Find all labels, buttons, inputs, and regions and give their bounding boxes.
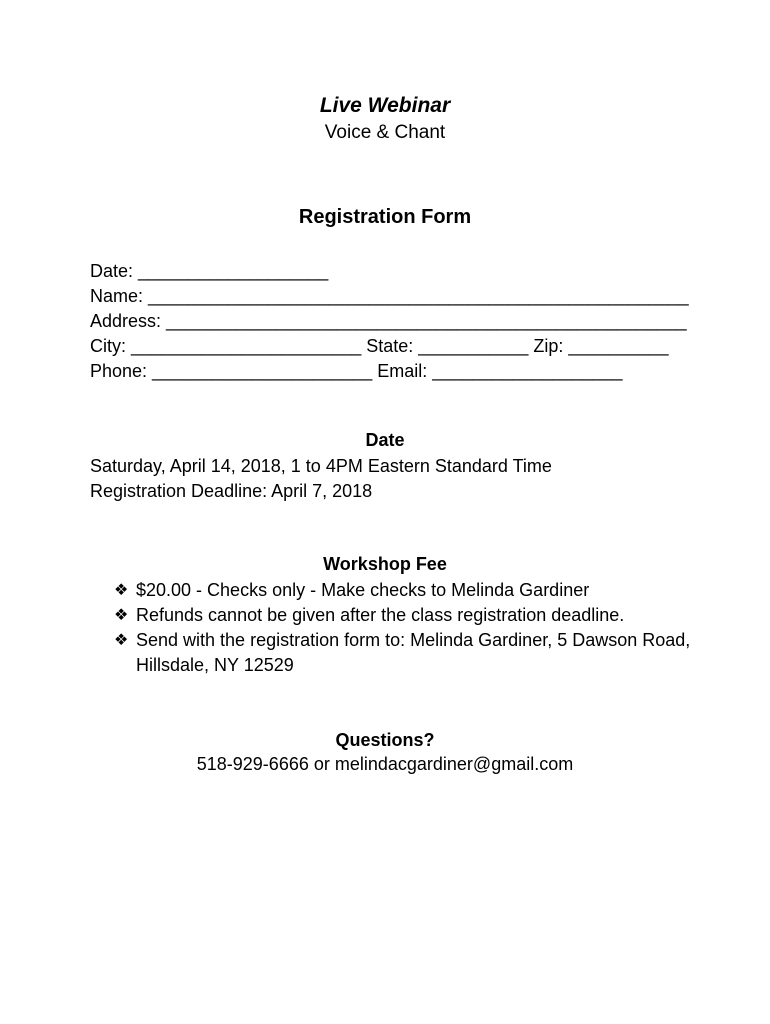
diamond-bullet-icon: ❖ bbox=[114, 632, 129, 649]
contact-info: 518-929-6666 or melindacgardiner@gmail.com bbox=[196, 754, 574, 774]
date-field-line: Date: ___________________ bbox=[90, 261, 329, 281]
event-date-text: Saturday, April 14, 2018, 1 to 4PM Eastern Standard Time bbox=[90, 456, 552, 476]
workshop-fee-list bbox=[112, 578, 732, 678]
registration-deadline-text: Registration Deadline: April 7, 2018 bbox=[90, 481, 373, 501]
registration-form-title: Registration Form bbox=[298, 206, 472, 228]
date-section-heading: Date bbox=[365, 430, 405, 450]
workshop-fee-heading: Workshop Fee bbox=[323, 554, 447, 574]
name-field-line: Name: ______________________________________________________ bbox=[90, 286, 689, 306]
questions-heading: Questions? bbox=[335, 730, 435, 750]
refund-item-text: Refunds cannot be given after the class registration deadline. bbox=[136, 605, 625, 625]
address-field-line: Address: ____________________________________________________ bbox=[90, 311, 687, 331]
webinar-title: Live Webinar bbox=[319, 94, 451, 117]
city-state-zip-field-line: City: _______________________ State: ___________ Zip: __________ bbox=[90, 336, 669, 356]
diamond-bullet-icon: ❖ bbox=[114, 582, 129, 599]
diamond-bullet-icon: ❖ bbox=[114, 607, 129, 624]
webinar-subtitle: Voice & Chant bbox=[324, 122, 446, 143]
list-item bbox=[112, 578, 732, 603]
fee-item-text: $20.00 - Checks only - Make checks to Melinda Gardiner bbox=[136, 580, 590, 600]
list-item bbox=[112, 628, 732, 678]
list-item bbox=[112, 603, 732, 628]
mailing-item-text: Send with the registration form to: Melinda Gardiner, 5 Dawson Road, Hillsdale, NY 12529 bbox=[136, 630, 691, 675]
phone-email-field-line: Phone: ______________________ Email: ___________________ bbox=[90, 361, 623, 381]
